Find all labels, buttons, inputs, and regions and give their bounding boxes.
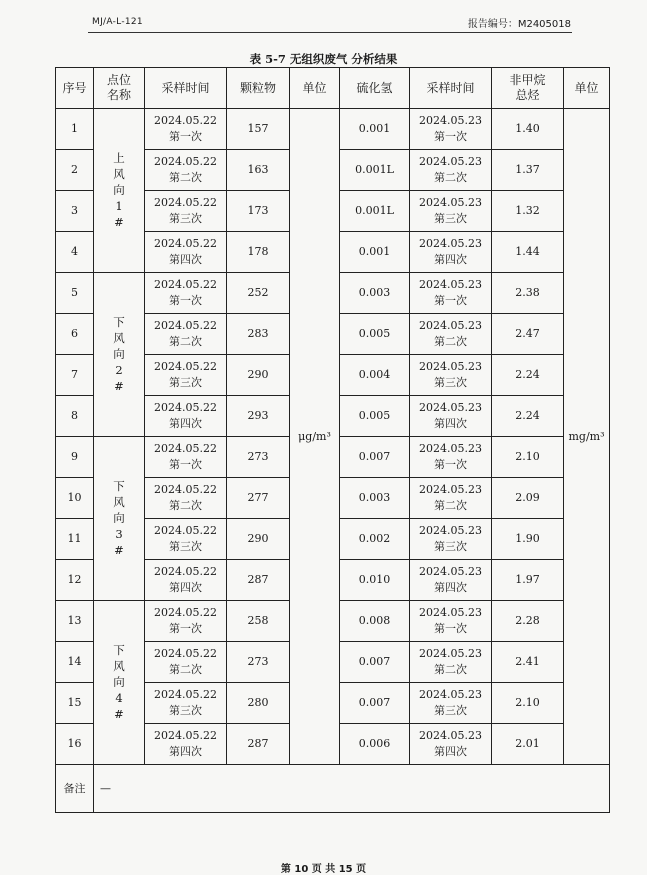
- sample-seq-b: 第一次: [434, 622, 467, 635]
- row-number: 1: [56, 109, 94, 150]
- table-row: [56, 109, 610, 150]
- table-caption: 表 5-7 无组织废气 分析结果: [249, 52, 398, 66]
- sample-date-a: 2024.05.22: [154, 196, 217, 209]
- sample-time-a: [145, 314, 227, 355]
- sample-time-a: [145, 560, 227, 601]
- h2s-value: 0.002: [340, 519, 410, 560]
- sample-seq-b: 第二次: [434, 499, 467, 512]
- row-number: 14: [56, 642, 94, 683]
- nmhc-value: 2.10: [492, 437, 564, 478]
- sample-time-a: [145, 191, 227, 232]
- unit-a: μg/m³: [290, 109, 340, 765]
- sample-date-b: 2024.05.23: [419, 278, 482, 291]
- sample-time-a: [145, 519, 227, 560]
- row-number: 13: [56, 601, 94, 642]
- location-name: [94, 273, 145, 437]
- col-header-nmhc: 非甲烷总烃: [492, 68, 564, 109]
- particulate-value: 273: [227, 642, 290, 683]
- sample-time-a: [145, 642, 227, 683]
- sample-time-a: [145, 724, 227, 765]
- sample-time-a: [145, 601, 227, 642]
- sample-seq-b: 第四次: [434, 745, 467, 758]
- sample-seq-a: 第四次: [169, 581, 202, 594]
- nmhc-value: 2.24: [492, 355, 564, 396]
- sample-date-a: 2024.05.22: [154, 155, 217, 168]
- sample-seq-b: 第四次: [434, 581, 467, 594]
- nmhc-value: 2.41: [492, 642, 564, 683]
- h2s-value: 0.006: [340, 724, 410, 765]
- col-header-no: 序号: [56, 68, 94, 109]
- sample-date-a: 2024.05.22: [154, 360, 217, 373]
- particulate-value: 293: [227, 396, 290, 437]
- location-label: 上风向1#: [113, 151, 125, 229]
- sample-time-b: [410, 150, 492, 191]
- row-number: 12: [56, 560, 94, 601]
- sample-time-a: [145, 478, 227, 519]
- sample-date-b: 2024.05.23: [419, 401, 482, 414]
- notes-label: 备注: [56, 765, 94, 813]
- particulate-value: 287: [227, 560, 290, 601]
- sample-seq-b: 第二次: [434, 335, 467, 348]
- particulate-value: 163: [227, 150, 290, 191]
- sample-date-a: 2024.05.22: [154, 401, 217, 414]
- sample-date-a: 2024.05.22: [154, 688, 217, 701]
- sample-date-a: 2024.05.22: [154, 483, 217, 496]
- h2s-value: 0.008: [340, 601, 410, 642]
- results-table: [55, 67, 610, 813]
- nmhc-value: 1.44: [492, 232, 564, 273]
- sample-time-b: [410, 355, 492, 396]
- row-number: 3: [56, 191, 94, 232]
- sample-date-a: 2024.05.22: [154, 606, 217, 619]
- row-number: 7: [56, 355, 94, 396]
- nmhc-value: 1.90: [492, 519, 564, 560]
- sample-date-a: 2024.05.22: [154, 442, 217, 455]
- sample-seq-a: 第二次: [169, 335, 202, 348]
- sample-seq-b: 第三次: [434, 212, 467, 225]
- sample-date-b: 2024.05.23: [419, 606, 482, 619]
- sample-time-b: [410, 642, 492, 683]
- sample-date-b: 2024.05.23: [419, 155, 482, 168]
- sample-seq-a: 第四次: [169, 253, 202, 266]
- sample-seq-b: 第二次: [434, 171, 467, 184]
- col-header-time-b: 采样时间: [410, 68, 492, 109]
- particulate-value: 283: [227, 314, 290, 355]
- sample-seq-b: 第三次: [434, 540, 467, 553]
- sample-seq-b: 第四次: [434, 417, 467, 430]
- row-number: 10: [56, 478, 94, 519]
- particulate-value: 280: [227, 683, 290, 724]
- h2s-value: 0.005: [340, 314, 410, 355]
- sample-time-a: [145, 355, 227, 396]
- h2s-value: 0.007: [340, 642, 410, 683]
- location-label: 下风向4#: [113, 643, 125, 721]
- sample-seq-a: 第二次: [169, 663, 202, 676]
- sample-seq-b: 第四次: [434, 253, 467, 266]
- sample-time-a: [145, 150, 227, 191]
- sample-seq-b: 第三次: [434, 376, 467, 389]
- sample-seq-a: 第一次: [169, 294, 202, 307]
- sample-seq-a: 第一次: [169, 130, 202, 143]
- row-number: 5: [56, 273, 94, 314]
- row-number: 4: [56, 232, 94, 273]
- sample-date-b: 2024.05.23: [419, 114, 482, 127]
- sample-time-a: [145, 273, 227, 314]
- sample-time-b: [410, 396, 492, 437]
- sample-date-b: 2024.05.23: [419, 442, 482, 455]
- h2s-value: 0.007: [340, 437, 410, 478]
- h2s-value: 0.003: [340, 478, 410, 519]
- particulate-value: 157: [227, 109, 290, 150]
- sample-date-a: 2024.05.22: [154, 565, 217, 578]
- h2s-value: 0.001: [340, 109, 410, 150]
- h2s-value: 0.010: [340, 560, 410, 601]
- sample-time-b: [410, 683, 492, 724]
- particulate-value: 290: [227, 355, 290, 396]
- row-number: 6: [56, 314, 94, 355]
- nmhc-value: 1.97: [492, 560, 564, 601]
- h2s-value: 0.001: [340, 232, 410, 273]
- sample-seq-a: 第三次: [169, 212, 202, 225]
- sample-seq-a: 第二次: [169, 171, 202, 184]
- sample-seq-a: 第四次: [169, 417, 202, 430]
- notes-row: [56, 765, 610, 813]
- row-number: 8: [56, 396, 94, 437]
- h2s-value: 0.007: [340, 683, 410, 724]
- sample-date-a: 2024.05.22: [154, 237, 217, 250]
- particulate-value: 252: [227, 273, 290, 314]
- sample-time-a: [145, 232, 227, 273]
- sample-time-b: [410, 437, 492, 478]
- particulate-value: 173: [227, 191, 290, 232]
- location-label: 下风向2#: [113, 315, 125, 393]
- col-header-h2s: 硫化氢: [340, 68, 410, 109]
- sample-date-b: 2024.05.23: [419, 729, 482, 742]
- sample-time-b: [410, 724, 492, 765]
- sample-time-a: [145, 683, 227, 724]
- location-label: 下风向3#: [113, 479, 125, 557]
- sample-seq-a: 第四次: [169, 745, 202, 758]
- sample-seq-b: 第一次: [434, 294, 467, 307]
- col-header-unit-b: 单位: [564, 68, 610, 109]
- h2s-value: 0.004: [340, 355, 410, 396]
- sample-time-a: [145, 109, 227, 150]
- sample-date-b: 2024.05.23: [419, 688, 482, 701]
- sample-date-a: 2024.05.22: [154, 647, 217, 660]
- sample-seq-a: 第一次: [169, 458, 202, 471]
- sample-date-b: 2024.05.23: [419, 360, 482, 373]
- sample-date-b: 2024.05.23: [419, 319, 482, 332]
- row-number: 16: [56, 724, 94, 765]
- sample-time-b: [410, 191, 492, 232]
- col-header-location: 点位名称: [94, 68, 145, 109]
- nmhc-value: 2.47: [492, 314, 564, 355]
- report-number: 报告编号：M2405018: [467, 19, 571, 30]
- location-name: [94, 601, 145, 765]
- sample-date-a: 2024.05.22: [154, 278, 217, 291]
- sample-date-b: 2024.05.23: [419, 483, 482, 496]
- sample-time-b: [410, 601, 492, 642]
- sample-date-b: 2024.05.23: [419, 565, 482, 578]
- nmhc-value: 2.24: [492, 396, 564, 437]
- nmhc-value: 2.10: [492, 683, 564, 724]
- location-name: [94, 437, 145, 601]
- nmhc-value: 1.37: [492, 150, 564, 191]
- h2s-value: 0.001L: [340, 191, 410, 232]
- sample-time-b: [410, 560, 492, 601]
- sample-seq-a: 第三次: [169, 540, 202, 553]
- row-number: 11: [56, 519, 94, 560]
- sample-seq-b: 第三次: [434, 704, 467, 717]
- particulate-value: 178: [227, 232, 290, 273]
- notes-value: —: [94, 765, 610, 813]
- header-row: [56, 68, 610, 109]
- nmhc-value: 2.38: [492, 273, 564, 314]
- sample-time-b: [410, 478, 492, 519]
- sample-date-a: 2024.05.22: [154, 729, 217, 742]
- sample-seq-b: 第一次: [434, 130, 467, 143]
- sample-time-b: [410, 273, 492, 314]
- nmhc-value: 1.32: [492, 191, 564, 232]
- header-divider: [88, 32, 572, 33]
- nmhc-value: 2.09: [492, 478, 564, 519]
- sample-date-a: 2024.05.22: [154, 114, 217, 127]
- col-header-unit-a: 单位: [290, 68, 340, 109]
- sample-seq-a: 第三次: [169, 704, 202, 717]
- sample-date-b: 2024.05.23: [419, 237, 482, 250]
- col-header-particulate: 颗粒物: [227, 68, 290, 109]
- sample-time-b: [410, 232, 492, 273]
- sample-date-a: 2024.05.22: [154, 524, 217, 537]
- nmhc-value: 1.40: [492, 109, 564, 150]
- sample-seq-a: 第二次: [169, 499, 202, 512]
- nmhc-value: 2.28: [492, 601, 564, 642]
- h2s-value: 0.005: [340, 396, 410, 437]
- sample-seq-a: 第一次: [169, 622, 202, 635]
- row-number: 2: [56, 150, 94, 191]
- sample-time-b: [410, 519, 492, 560]
- sample-date-b: 2024.05.23: [419, 524, 482, 537]
- particulate-value: 273: [227, 437, 290, 478]
- row-number: 15: [56, 683, 94, 724]
- sample-seq-b: 第一次: [434, 458, 467, 471]
- nmhc-value: 2.01: [492, 724, 564, 765]
- particulate-value: 277: [227, 478, 290, 519]
- sample-seq-b: 第二次: [434, 663, 467, 676]
- h2s-value: 0.003: [340, 273, 410, 314]
- row-number: 9: [56, 437, 94, 478]
- document-code: MJ/A-L-121: [92, 17, 143, 27]
- col-header-time-a: 采样时间: [145, 68, 227, 109]
- sample-date-a: 2024.05.22: [154, 319, 217, 332]
- sample-time-a: [145, 396, 227, 437]
- sample-time-a: [145, 437, 227, 478]
- unit-b: mg/m³: [564, 109, 610, 765]
- location-name: [94, 109, 145, 273]
- particulate-value: 287: [227, 724, 290, 765]
- sample-seq-a: 第三次: [169, 376, 202, 389]
- particulate-value: 290: [227, 519, 290, 560]
- sample-date-b: 2024.05.23: [419, 196, 482, 209]
- sample-date-b: 2024.05.23: [419, 647, 482, 660]
- page-number: 第 10 页 共 15 页: [280, 864, 367, 875]
- h2s-value: 0.001L: [340, 150, 410, 191]
- sample-time-b: [410, 109, 492, 150]
- particulate-value: 258: [227, 601, 290, 642]
- sample-time-b: [410, 314, 492, 355]
